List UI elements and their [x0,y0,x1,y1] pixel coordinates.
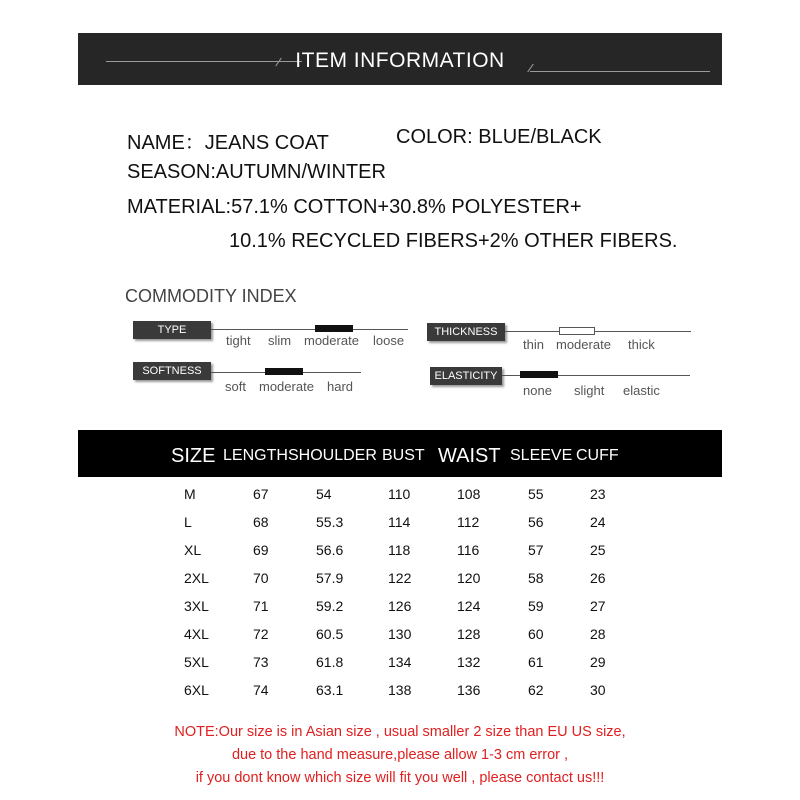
table-row [0,626,800,654]
cell-length: 72 [253,626,269,642]
thickness-marker [559,327,595,335]
cell-waist: 124 [457,598,481,614]
item-material-line1: MATERIAL:57.1% COTTON+30.8% POLYESTER+ [127,196,582,218]
cell-waist: 132 [457,654,481,670]
cell-bust: 130 [388,626,412,642]
table-row [0,570,800,598]
type-version-option: loose [373,333,405,348]
type-version-option: moderate [304,333,359,348]
cell-shoulder: 63.1 [316,682,344,698]
cell-cuff: 29 [590,654,606,670]
type-version-scale [211,329,408,330]
cell-sleeve: 61 [528,654,544,670]
elasticity-option: none [523,383,552,398]
cell-waist: 120 [457,570,481,586]
size-table-header [78,430,722,477]
cell-length: 74 [253,682,269,698]
cell-cuff: 27 [590,598,606,614]
cell-shoulder: 57.9 [316,570,344,586]
cell-size: L [184,514,192,530]
column-header-cuff: CUFF [576,447,619,464]
column-header-sleeve: SLEEVE [510,447,573,464]
cell-size: 6XL [184,682,209,698]
item-name: NAME：JEANS COAT [127,132,329,154]
size-note-line3: if you dont know which size will fit you well , please contact us!!! [195,770,605,786]
type-version-tag: TYPE VERSIOIN [133,321,211,339]
cell-bust: 118 [388,542,411,558]
size-note-line2: due to the hand measure,please allow 1-3 cm error , [231,747,569,763]
table-row [0,598,800,626]
cell-bust: 122 [388,570,412,586]
table-row [0,682,800,710]
cell-waist: 136 [457,682,481,698]
elasticity-option: elastic [623,383,660,398]
cell-size: M [184,486,196,502]
table-row [0,514,800,542]
thickness-tag: THICKNESS [427,323,505,341]
cell-shoulder: 54 [316,486,332,502]
cell-bust: 126 [388,598,412,614]
cell-sleeve: 58 [528,570,544,586]
cell-length: 67 [253,486,269,502]
cell-size: 5XL [184,654,209,670]
cell-cuff: 28 [590,626,606,642]
cell-bust: 138 [388,682,412,698]
cell-sleeve: 62 [528,682,544,698]
cell-shoulder: 56.6 [316,542,344,558]
cell-sleeve: 59 [528,598,544,614]
cell-waist: 128 [457,626,481,642]
cell-sleeve: 55 [528,486,544,502]
commodity-index-title: COMMODITY INDEX [125,286,297,306]
banner-line-right [530,71,710,72]
cell-cuff: 24 [590,514,606,530]
thickness-scale [505,331,691,332]
column-header-waist: WAIST [438,445,501,467]
column-header-bust: BUST [382,447,425,464]
table-row [0,542,800,570]
cell-sleeve: 60 [528,626,544,642]
type-version-marker [315,325,353,332]
thickness-option: thin [523,337,544,352]
softness-option: hard [327,379,354,394]
table-row [0,654,800,682]
cell-size: 4XL [184,626,209,642]
column-header-shoulder: SHOULDER [288,447,377,464]
cell-bust: 114 [388,514,411,530]
banner-title: ITEM INFORMATION [295,49,505,72]
item-material-line2: 10.1% RECYCLED FIBERS+2% OTHER FIBERS. [229,230,678,252]
cell-shoulder: 61.8 [316,654,344,670]
item-color: COLOR: BLUE/BLACK [396,126,602,148]
cell-length: 70 [253,570,269,586]
type-version-option: slim [268,333,292,348]
softness-marker [265,368,303,375]
cell-length: 71 [253,598,269,614]
size-table-body [0,486,800,710]
thickness-option: moderate [556,337,611,352]
cell-cuff: 26 [590,570,606,586]
cell-cuff: 25 [590,542,606,558]
cell-bust: 134 [388,654,412,670]
cell-length: 73 [253,654,269,670]
cell-size: XL [184,542,202,558]
info-banner [78,33,722,85]
cell-shoulder: 55.3 [316,514,344,530]
cell-length: 68 [253,514,269,530]
cell-waist: 108 [457,486,481,502]
item-season: SEASON:AUTUMN/WINTER [127,161,386,183]
cell-length: 69 [253,542,269,558]
cell-cuff: 23 [590,486,606,502]
cell-cuff: 30 [590,682,606,698]
size-note-line1: NOTE:Our size is in Asian size , usual smaller 2 size than EU US size, [174,724,626,740]
cell-waist: 116 [457,542,480,558]
elasticity-tag: ELASTICITY [430,367,502,385]
cell-shoulder: 60.5 [316,626,344,642]
cell-sleeve: 56 [528,514,544,530]
softness-option: soft [225,379,246,394]
softness-tag: SOFTNESS [133,362,211,380]
cell-shoulder: 59.2 [316,598,344,614]
softness-option: moderate [259,379,314,394]
thickness-option: thick [628,337,655,352]
table-row [0,486,800,514]
cell-waist: 112 [457,514,480,530]
cell-sleeve: 57 [528,542,544,558]
type-version-option: tight [226,333,251,348]
elasticity-marker [520,371,558,378]
cell-size: 2XL [184,570,209,586]
column-header-length: LENGTH [223,447,288,464]
cell-size: 3XL [184,598,209,614]
elasticity-option: slight [574,383,605,398]
cell-bust: 110 [388,486,411,502]
column-header-size: SIZE [171,445,216,467]
